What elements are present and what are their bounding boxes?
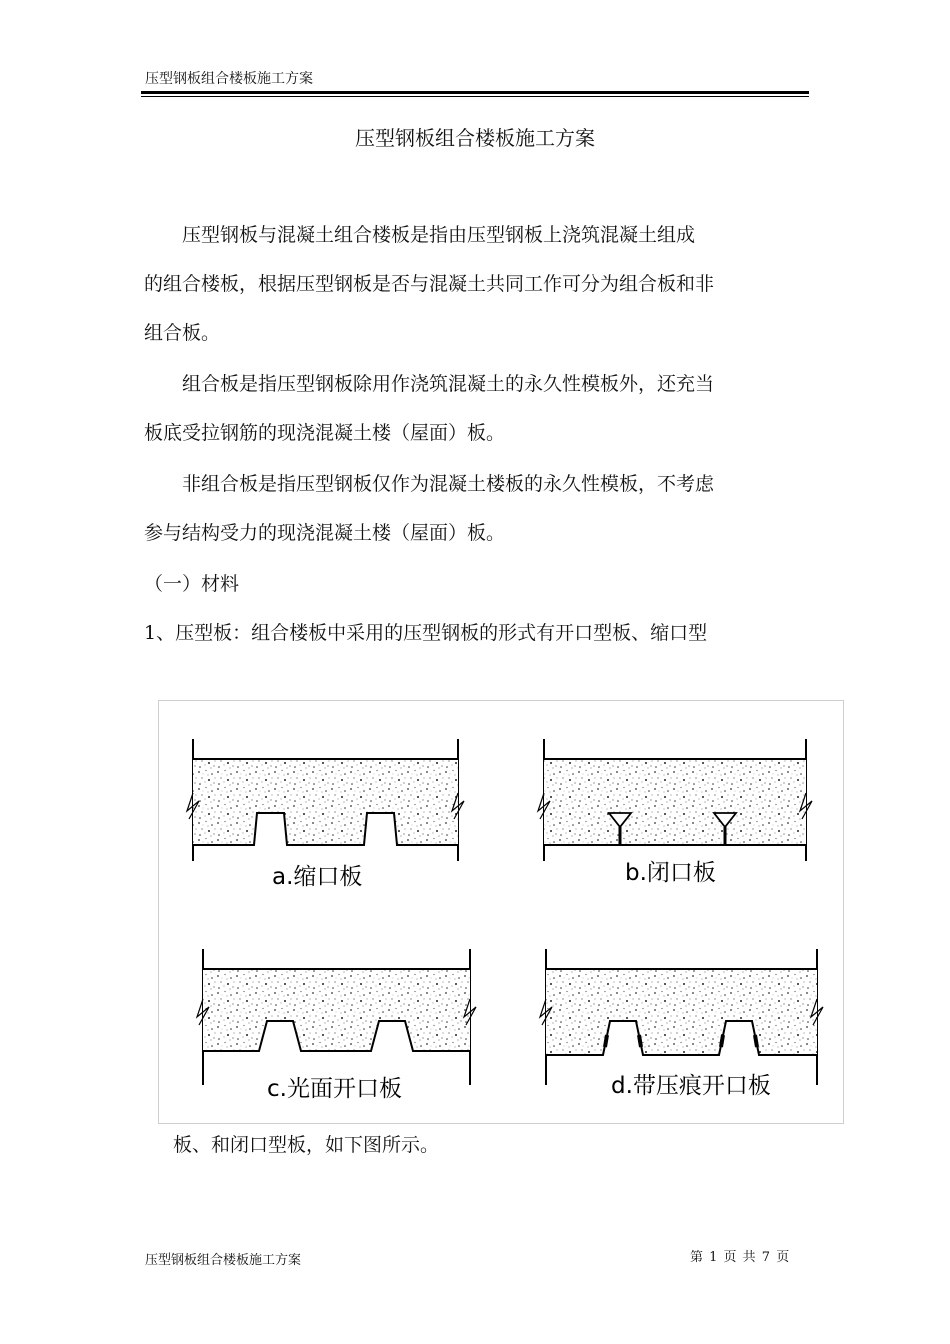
section-heading: （一）材料	[144, 573, 240, 595]
deck-profiles-figure	[158, 700, 844, 1124]
header-rule-thin	[141, 96, 809, 97]
panel-b-drawing	[538, 739, 812, 886]
paragraph-line: 压型钢板与混凝土组合楼板是指由压型钢板上浇筑混凝土组成	[182, 224, 696, 246]
paragraph-line: 板、和闭口型板，如下图所示。	[173, 1134, 440, 1156]
header-rule-thick	[141, 91, 809, 94]
footer-page-info: 第 1 页 共 7 页	[690, 1250, 791, 1265]
paragraph-line: 1、压型板：组合楼板中采用的压型钢板的形式有开口型板、缩口型	[144, 622, 708, 644]
paragraph-line: 组合板。	[144, 322, 221, 344]
caption-c: c.光面开口板	[267, 1076, 402, 1102]
page-header-title: 压型钢板组合楼板施工方案	[145, 71, 313, 87]
paragraph-line: 的组合楼板，根据压型钢板是否与混凝土共同工作可分为组合板和非	[144, 273, 715, 295]
paragraph-line: 非组合板是指压型钢板仅作为混凝土楼板的永久性模板，不考虑	[182, 473, 715, 495]
caption-a: a.缩口板	[272, 864, 363, 890]
paragraph-line: 参与结构受力的现浇混凝土楼（屋面）板。	[144, 522, 506, 544]
document-title: 压型钢板组合楼板施工方案	[355, 126, 595, 150]
paragraph-line: 板底受拉钢筋的现浇混凝土楼（屋面）板。	[144, 422, 506, 444]
caption-d: d.带压痕开口板	[611, 1073, 771, 1099]
panel-d-drawing	[540, 949, 823, 1099]
paragraph-line: 组合板是指压型钢板除用作浇筑混凝土的永久性模板外，还充当	[182, 373, 715, 395]
panel-c-drawing	[197, 949, 476, 1102]
panel-a-drawing	[187, 739, 464, 890]
footer-title: 压型钢板组合楼板施工方案	[145, 1253, 302, 1268]
caption-b: b.闭口板	[625, 860, 716, 886]
